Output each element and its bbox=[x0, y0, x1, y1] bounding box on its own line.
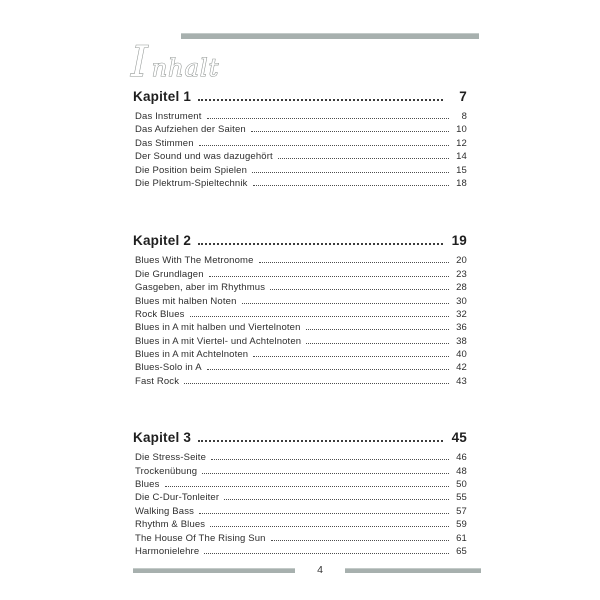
chapter-label: Kapitel 2 bbox=[133, 233, 192, 249]
toc-entry bbox=[133, 151, 467, 164]
dot-leader bbox=[242, 303, 449, 304]
chapter-page-number: 7 bbox=[459, 89, 467, 104]
footer-page-number: 4 bbox=[317, 564, 323, 576]
chapters-list bbox=[133, 88, 467, 559]
dot-leader bbox=[199, 513, 449, 514]
toc-entry bbox=[133, 492, 467, 505]
entry-label: Blues bbox=[135, 479, 160, 491]
entry-page-number: 40 bbox=[456, 349, 467, 361]
entry-page-number: 20 bbox=[456, 255, 467, 267]
toc-entry bbox=[133, 165, 467, 178]
dot-leader bbox=[306, 343, 449, 344]
entry-label: Blues in A mit Viertel- und Achtelnoten bbox=[135, 335, 302, 347]
dot-leader bbox=[259, 262, 449, 263]
entry-label: Harmonielehre bbox=[135, 545, 200, 557]
dot-leader bbox=[253, 185, 449, 186]
dot-leader bbox=[165, 486, 449, 487]
chapter-section bbox=[133, 429, 467, 559]
entry-page-number: 59 bbox=[456, 519, 467, 531]
entry-page-number: 32 bbox=[456, 308, 467, 320]
toc-entry bbox=[133, 178, 467, 191]
entry-page-number: 12 bbox=[456, 137, 467, 149]
toc-entry bbox=[133, 282, 467, 295]
entry-label: Fast Rock bbox=[135, 375, 180, 387]
toc-entry bbox=[133, 269, 467, 282]
entry-page-number: 38 bbox=[456, 335, 467, 347]
toc-entry bbox=[133, 296, 467, 309]
entry-page-number: 46 bbox=[456, 452, 467, 464]
dot-leader bbox=[198, 243, 443, 245]
chapter-heading bbox=[133, 429, 467, 446]
entry-page-number: 18 bbox=[456, 177, 467, 189]
entry-page-number: 8 bbox=[461, 111, 467, 122]
dot-leader bbox=[204, 553, 449, 554]
dot-leader bbox=[270, 289, 449, 290]
entry-page-number: 15 bbox=[456, 164, 467, 176]
dot-leader bbox=[209, 276, 449, 277]
chapter-page-number: 19 bbox=[451, 233, 467, 249]
entry-page-number: 43 bbox=[456, 375, 467, 387]
entry-label: Blues-Solo in A bbox=[135, 362, 202, 374]
toc-entry bbox=[133, 376, 467, 389]
toc-entry bbox=[133, 506, 467, 519]
dot-leader bbox=[207, 369, 449, 370]
dot-leader bbox=[224, 499, 449, 500]
chapter-heading bbox=[133, 88, 467, 105]
footer-rule-left bbox=[133, 568, 295, 573]
entry-label: Die C-Dur-Tonleiter bbox=[135, 492, 220, 504]
dot-leader bbox=[198, 440, 443, 442]
dot-leader bbox=[210, 526, 449, 527]
dot-leader bbox=[251, 131, 449, 132]
chapter-entries bbox=[133, 452, 467, 559]
chapter-page-number: 45 bbox=[451, 430, 467, 446]
dot-leader bbox=[202, 473, 449, 474]
chapter-label: Kapitel 1 bbox=[133, 89, 192, 104]
chapter-label: Kapitel 3 bbox=[133, 430, 192, 446]
entry-label: Das Stimmen bbox=[135, 137, 194, 149]
entry-page-number: 14 bbox=[456, 151, 467, 163]
entry-label: Die Plektrum-Spieltechnik bbox=[135, 177, 248, 189]
entry-page-number: 28 bbox=[456, 282, 467, 294]
chapter-entries bbox=[133, 255, 467, 389]
entry-page-number: 55 bbox=[456, 492, 467, 504]
entry-page-number: 30 bbox=[456, 295, 467, 307]
dot-leader bbox=[207, 118, 449, 119]
toc-entry bbox=[133, 322, 467, 335]
entry-page-number: 50 bbox=[456, 479, 467, 491]
entry-page-number: 61 bbox=[456, 532, 467, 544]
entry-label: Die Stress-Seite bbox=[135, 452, 207, 464]
entry-label: Blues in A mit Achtelnoten bbox=[135, 349, 249, 361]
toc-entry bbox=[133, 546, 467, 559]
entry-page-number: 10 bbox=[456, 124, 467, 136]
dot-leader bbox=[278, 158, 449, 159]
entry-label: Gasgeben, aber im Rhythmus bbox=[135, 282, 266, 294]
footer bbox=[133, 564, 481, 576]
chapter-heading bbox=[133, 232, 467, 249]
toc-entry bbox=[133, 533, 467, 546]
toc-entry bbox=[133, 519, 467, 532]
toc-entry bbox=[133, 336, 467, 349]
entry-label: Die Grundlagen bbox=[135, 268, 204, 280]
dot-leader bbox=[184, 383, 449, 384]
toc-entry bbox=[133, 255, 467, 268]
entry-label: Walking Bass bbox=[135, 505, 194, 517]
dot-leader bbox=[198, 99, 443, 101]
chapter-section bbox=[133, 88, 467, 191]
entry-page-number: 65 bbox=[456, 545, 467, 557]
entry-label: Das Instrument bbox=[135, 111, 202, 122]
entry-label: Rock Blues bbox=[135, 308, 185, 320]
page-title-logo bbox=[129, 34, 289, 84]
entry-page-number: 23 bbox=[456, 268, 467, 280]
toc-entry bbox=[133, 138, 467, 151]
entry-label: Rhythm & Blues bbox=[135, 519, 206, 531]
toc-entry bbox=[133, 124, 467, 137]
svg-text:I nhalt: I nhalt bbox=[131, 37, 220, 84]
entry-label: Der Sound und was dazugehört bbox=[135, 151, 273, 163]
entry-label: Trockenübung bbox=[135, 465, 198, 477]
entry-page-number: 48 bbox=[456, 465, 467, 477]
dot-leader bbox=[211, 459, 449, 460]
entry-page-number: 57 bbox=[456, 505, 467, 517]
dot-leader bbox=[271, 540, 449, 541]
entry-label: Das Aufziehen der Saiten bbox=[135, 124, 246, 136]
entry-label: Blues in A mit halben und Viertelnoten bbox=[135, 322, 301, 334]
toc-entry bbox=[133, 479, 467, 492]
footer-rule-right bbox=[345, 568, 481, 573]
chapter-entries bbox=[133, 111, 467, 191]
toc-entry bbox=[133, 111, 467, 124]
entry-page-number: 42 bbox=[456, 362, 467, 374]
inhalt-logo-graphic bbox=[129, 34, 289, 84]
dot-leader bbox=[252, 172, 449, 173]
entry-label: The House Of The Rising Sun bbox=[135, 532, 266, 544]
entry-label: Die Position beim Spielen bbox=[135, 164, 248, 176]
toc-entry bbox=[133, 466, 467, 479]
entry-label: Blues With The Metronome bbox=[135, 255, 254, 267]
toc-entry bbox=[133, 349, 467, 362]
toc-entry bbox=[133, 309, 467, 322]
dot-leader bbox=[199, 145, 449, 146]
dot-leader bbox=[190, 316, 449, 317]
toc-entry bbox=[133, 452, 467, 465]
entry-page-number: 36 bbox=[456, 322, 467, 334]
chapter-section bbox=[133, 232, 467, 389]
dot-leader bbox=[253, 356, 449, 357]
toc-entry bbox=[133, 362, 467, 375]
entry-label: Blues mit halben Noten bbox=[135, 295, 237, 307]
dot-leader bbox=[306, 329, 449, 330]
